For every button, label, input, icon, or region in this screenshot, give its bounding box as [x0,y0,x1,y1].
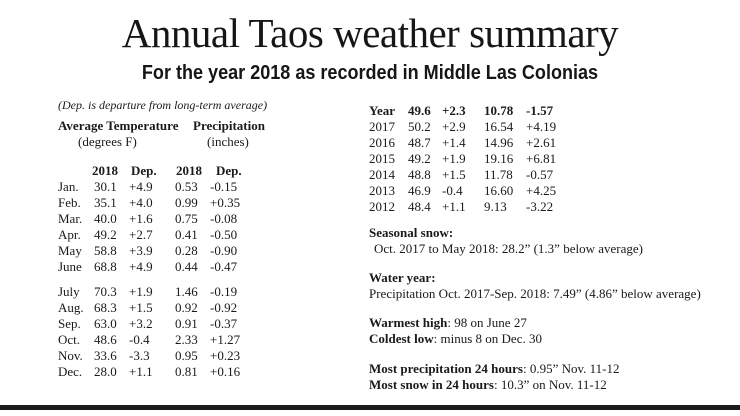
month-label: Mar. [58,211,83,226]
seasonal-snow-text: Oct. 2017 to May 2018: 28.2” (1.3” below average) [374,241,643,256]
month-label: Aug. [58,300,84,315]
year-temp-dep-value: +1.1 [442,199,466,214]
year-temp-value: 50.2 [408,119,431,134]
year-precip-value: 14.96 [484,135,514,150]
precip-dep-value: -0.15 [210,179,238,194]
coldest-low-line [369,331,542,347]
year-temp-dep-value: +2.9 [442,119,466,134]
precip-value: 0.95 [175,348,198,363]
temp-dep-value: +1.6 [129,211,153,226]
temp-value: 28.0 [94,364,117,379]
year-precip-dep-value: -0.57 [526,167,554,182]
precip-value: 0.44 [175,259,198,274]
temp-value: 63.0 [94,316,117,331]
precip-dep-value: -0.19 [210,284,238,299]
temp-dep-value: +3.9 [129,243,153,258]
temp-value: 70.3 [94,284,117,299]
year-precip-value: 9.13 [484,199,507,214]
precip-value: 0.91 [175,316,198,331]
precip-dep-value: -0.90 [210,243,238,258]
year-label: 2016 [369,135,395,150]
seasonal-snow-label: Seasonal snow: [369,225,454,240]
year-label: 2014 [369,167,395,182]
precipitation-units: (inches) [207,134,249,149]
temp-dep-value: +4.0 [129,195,153,210]
year-label: 2017 [369,119,395,134]
warmest-high-value: : 98 on June 27 [447,315,527,330]
year-temp-dep-value: -0.4 [442,183,463,198]
year-label: 2013 [369,183,395,198]
precip-dep-value: -0.37 [210,316,238,331]
coldest-low-label: Coldest low [369,331,434,346]
month-label: Feb. [58,195,81,210]
temp-value: 58.8 [94,243,117,258]
year-temp-value: 48.8 [408,167,431,182]
most-snow-label: Most snow in 24 hours [369,377,494,392]
year-precip-dep-value: +2.61 [526,135,557,150]
temp-value: 33.6 [94,348,117,363]
precip-dep-value: -0.92 [210,300,238,315]
month-label: July [58,284,80,299]
year-temp-value: 48.7 [408,135,431,150]
year-temp-dep-value: +1.5 [442,167,466,182]
precip-value: 0.41 [175,227,198,242]
bottom-rule [0,405,740,410]
precip-value: 2.33 [175,332,198,347]
temp-value: 30.1 [94,179,117,194]
year-label: 2012 [369,199,395,214]
month-label: Nov. [58,348,83,363]
water-year-label: Water year: [369,270,436,285]
year-temp-value: 48.4 [408,199,431,214]
temp-dep-value: +2.7 [129,227,153,242]
temp-dep-value: +3.2 [129,316,153,331]
year-precip-dep-value: +6.81 [526,151,557,166]
month-label: Jan. [58,179,79,194]
month-label: Apr. [58,227,81,242]
precip-year-column-header: 2018 [176,163,202,178]
temp-value: 35.1 [94,195,117,210]
precip-dep-value: +1.27 [210,332,241,347]
temp-value: 40.0 [94,211,117,226]
precip-value: 0.75 [175,211,198,226]
month-label: Sep. [58,316,81,331]
temp-dep-value: +1.1 [129,364,153,379]
most-precip-label: Most precipitation 24 hours [369,361,523,376]
most-snow-value: : 10.3” on Nov. 11-12 [493,377,607,392]
year-temp-dep-value: +1.9 [442,151,466,166]
temp-value: 48.6 [94,332,117,347]
water-year-text: Precipitation Oct. 2017-Sep. 2018: 7.49” (4.86” below average) [369,286,701,301]
temp-dep-value: +1.5 [129,300,153,315]
year-precip-value: 16.54 [484,119,514,134]
precip-value: 0.81 [175,364,198,379]
precip-dep-value: -0.08 [210,211,238,226]
temp-dep-value: -3.3 [129,348,150,363]
precip-dep-column-header: Dep. [216,163,242,178]
most-precip-value: : 0.95” Nov. 11-12 [522,361,620,376]
temp-dep-column-header: Dep. [131,163,157,178]
precip-dep-value: +0.16 [210,364,241,379]
precip-value: 0.28 [175,243,198,258]
month-label: May [58,243,82,258]
page-title: Annual Taos weather summary [121,10,619,56]
year-temp-value: 49.6 [408,103,431,118]
temp-value: 68.3 [94,300,117,315]
warmest-high-line [369,315,527,331]
year-temp-dep-value: +1.4 [442,135,466,150]
precip-dep-value: -0.50 [210,227,238,242]
year-precip-dep-value: +4.25 [526,183,557,198]
coldest-low-value: : minus 8 on Dec. 30 [433,331,542,346]
year-precip-dep-value: -3.22 [526,199,554,214]
most-precip-line [369,361,620,377]
year-precip-dep-value: -1.57 [526,103,554,118]
month-label: June [58,259,82,274]
departure-note: (Dep. is departure from long-term average) [58,98,268,112]
temp-dep-value: -0.4 [129,332,150,347]
year-precip-value: 16.60 [484,183,514,198]
precip-dep-value: +0.35 [210,195,241,210]
year-precip-dep-value: +4.19 [526,119,557,134]
month-label: Dec. [58,364,83,379]
temperature-heading: Average Temperature [58,118,179,133]
year-precip-value: 11.78 [484,167,513,182]
year-label: 2015 [369,151,395,166]
precip-dep-value: +0.23 [210,348,241,363]
temperature-units: (degrees F) [78,134,137,149]
year-temp-dep-value: +2.3 [442,103,466,118]
precipitation-heading: Precipitation [193,118,265,133]
temp-dep-value: +4.9 [129,179,153,194]
temp-value: 49.2 [94,227,117,242]
precip-value: 0.99 [175,195,198,210]
temp-value: 68.8 [94,259,117,274]
temp-year-column-header: 2018 [92,163,118,178]
page-subtitle: For the year 2018 as recorded in Middle Las Colonias [141,61,599,84]
year-precip-value: 19.16 [484,151,514,166]
precip-value: 1.46 [175,284,198,299]
year-precip-value: 10.78 [484,103,514,118]
precip-value: 0.92 [175,300,198,315]
warmest-high-label: Warmest high [369,315,448,330]
month-label: Oct. [58,332,81,347]
most-snow-line [369,377,607,393]
year-temp-value: 49.2 [408,151,431,166]
precip-value: 0.53 [175,179,198,194]
year-temp-value: 46.9 [408,183,431,198]
temp-dep-value: +1.9 [129,284,153,299]
year-label: Year [369,103,395,118]
precip-dep-value: -0.47 [210,259,238,274]
temp-dep-value: +4.9 [129,259,153,274]
